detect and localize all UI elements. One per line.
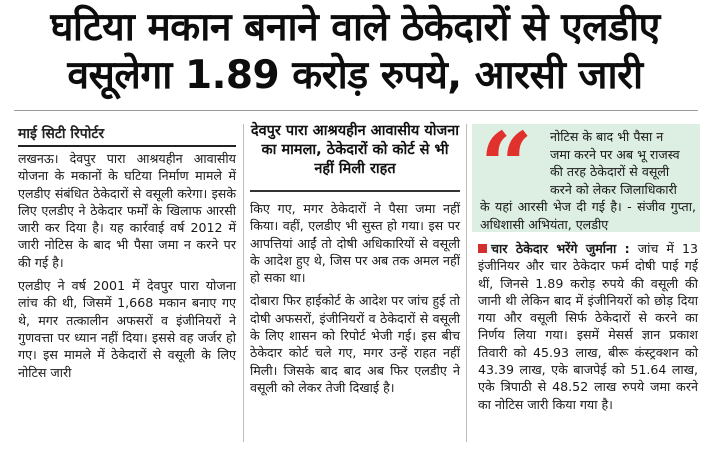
article-column-3	[478, 240, 698, 419]
quote-line-3: की तरह ठेकेदारों से वसूली	[550, 164, 670, 179]
headline	[0, 4, 710, 100]
byline: माई सिटी रिपोर्टर	[18, 126, 105, 142]
col3-paragraph	[478, 240, 698, 413]
headline-line-2: वसूलेगा 1.89 करोड़ रुपये, आरसी जारी	[67, 53, 643, 98]
quote-line-5: के यहां आरसी भेज दी गई है। - संजीव गुप्ता, अधिशासी अभियंता, एलडीए	[480, 199, 696, 232]
col2-paragraph-1: किए गए, मगर ठेकेदारों ने पैसा जमा नहीं किया। वहीं, एलडीए भी सुस्त हो गया। इस पर आपत्तियां आईं तो दोषी अधिकारियों से वसूली के आदेश हुए थे, जिस पर अब तक अमल नहीं हो सका था।	[250, 201, 460, 286]
quote-line-1: नोटिस के बाद भी पैसा न	[550, 129, 664, 144]
article-column-2	[250, 200, 460, 402]
quote-line-2: जमा करने पर अब भू राजस्व	[550, 146, 680, 162]
subheadline: देवपुर पारा आश्रयहीन आवासीय योजना का मामला, ठेकेदारों को कोर्ट से भी नहीं मिली राहत	[250, 123, 460, 177]
col3-body: जांच में 13 इंजीनियर और चार ठेकेदार फर्म दोषी पाई गई थीं, जिनसे 1.89 करोड़ रुपये की वसूली की जानी थी लेकिन बाद में इंजीनियरों को छोड़ दिया गया और वसूली सिर्फ ठेकेदारों से करने का निर्णय लिया गया। इसमें मेसर्स ज्ञान प्रकाश तिवारी को 45.93 लाख, बीरू कंस्ट्रक्शन को 43.39 लाख, एके बाजपेई को 51.64 लाख, एके त्रिपाठी से 48.52 लाख रुपये जमा करने का नोटिस जारी किया गया है।	[478, 241, 698, 412]
column-divider-1	[243, 124, 244, 442]
col3-heading: चार ठेकेदार भरेंगे जुर्माना :	[491, 241, 630, 256]
quote-text	[480, 128, 696, 233]
headline-line-1: घटिया मकान बनाने वाले ठेकेदारों से एलडीए	[50, 5, 660, 50]
article-column-1	[18, 150, 236, 387]
col2-paragraph-2: दोबारा फिर हाईकोर्ट के आदेश पर जांच हुई तो दोषी अफसरों, इंजीनियरों व ठेकेदारों से वसूली के लिए शासन को रिपोर्ट भेजी गई। इस बीच ठेकेदार कोर्ट चले गए, मगर उन्हें राहत नहीं मिली। जिसके बाद बाद अब फिर एलडीए ने वसूली को लेकर तेजी दिखाई है।	[250, 293, 460, 395]
byline-underline	[18, 145, 236, 147]
quote-mark-icon: “	[480, 112, 533, 220]
quote-line-4: करने को लेकर जिलाधिकारी	[550, 181, 677, 197]
column-divider-2	[466, 124, 467, 442]
red-square-icon	[478, 244, 487, 253]
col1-paragraph-1: लखनऊ। देवपुर पारा आश्रयहीन आवासीय योजना के मकानों के घटिया निर्माण मामले में एलडीए संबंधित ठेकेदारों से वसूली करेगा। इसके लिए एलडीए ने ठेकेदार फर्मों के खिलाफ आरसी जारी कर दिया है। यह कार्रवाई वर्ष 2012 में जारी नोटिस के बाद भी पैसा जमा न करने पर की गई है।	[18, 151, 236, 270]
col1-paragraph-2: एलडीए ने वर्ष 2001 में देवपुर पारा योजना लांच की थी, जिसमें 1,668 मकान बनाए गए थे, मगर तत्कालीन अफसरों व इंजीनियरों ने गुणवत्ता पर ध्यान नहीं दिया। इससे वह जर्जर हो गए। इस मामले में ठेकेदारों से वसूली के लिए नोटिस जारी	[18, 278, 236, 380]
subheadline-underline	[250, 190, 460, 192]
headline-divider	[14, 110, 698, 111]
